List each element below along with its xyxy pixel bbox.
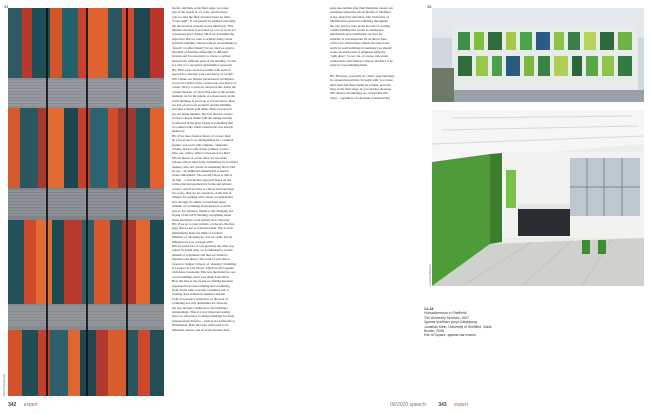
right-footer — [390, 402, 468, 408]
text-line: we do not claim to have created our own theory of — [172, 80, 237, 85]
text-line: all your projects are distinguished by a common — [172, 138, 234, 143]
text-line: industrial centres, and in recent decades have — [172, 327, 230, 332]
caption-line: The University Services, 2007 — [424, 315, 470, 320]
text-line: facades and it is necessary to create a contrast — [172, 54, 231, 59]
right-page-number: 343 — [438, 402, 447, 408]
text-line: we have chosen chime with the setting sun that — [172, 116, 233, 121]
text-line: part of the façade in 1:1 scale. And in every — [172, 10, 228, 15]
text-line: we realised only when construction was already — [172, 124, 234, 129]
text-line: Sheffield has opened its buildings throughout — [330, 19, 388, 24]
text-line: BS: Thus each colour is possible with such an — [172, 67, 231, 72]
left-footer — [8, 402, 38, 408]
text-line: amount of experience and then we turned to — [172, 252, 229, 257]
text-line: Matthew of ‘Sleeping up’. Do we really had an — [172, 235, 233, 240]
text-line: colours. And if we have to choose between these — [172, 186, 235, 191]
text-line: façade of the GSW building, everything round — [172, 213, 232, 218]
text-line: MS: In theory of colour there are two main — [172, 155, 227, 160]
text-line: with Anna Ceaelsenn. This was the model for one — [172, 270, 236, 275]
text-line: students. It was important for us that in spite — [330, 36, 387, 41]
text-line: colours and not with classic primary colours – — [172, 147, 231, 151]
text-line: of our buildings and it was made from fabric. — [172, 274, 230, 279]
left-page-number: 342 — [8, 402, 17, 408]
photo-caption — [424, 307, 534, 338]
text-line: that kind of dilemma differently to different — [172, 50, 228, 55]
text-line: connections with Semper’s theory, but there is no — [330, 58, 393, 63]
text-line: between the different parts of the building. So this — [172, 58, 236, 63]
text-line: model, and then, at the final stage, we create — [172, 6, 229, 10]
text-line: literature and theory. The work of ours that is — [172, 257, 230, 262]
text-line: of the principal geometrical forms and primary — [172, 182, 232, 187]
caption-line: Hörsaalzentrum in Sheffield/ — [424, 311, 467, 316]
text-line: objectives that we want to achieve using colour — [172, 36, 233, 41]
text-line: Oberhausen. Both the latter cities used to be — [172, 323, 229, 328]
text-line: point in overestimating them. — [330, 63, 368, 68]
text-line: page that we see is coloured bands. This is even — [172, 226, 234, 231]
right-section-label: expert — [454, 402, 469, 408]
left-text-column — [172, 6, 322, 332]
text-line: the city, and we were given the task of creating — [330, 23, 390, 28]
text-line: influence on you, to begin with? — [172, 239, 214, 244]
text-line: MS: Unlike our famous predecessors in Holland, — [172, 76, 235, 81]
caption-line: Kite of Square, здание как платье — [424, 333, 477, 338]
left-photo-credit: Kevin Mcinerney — [2, 373, 6, 396]
text-line: evening dress influences manners and the — [172, 292, 226, 297]
text-line: create an urban point of emphasis using the — [330, 50, 386, 55]
text-line: underway. — [172, 129, 186, 134]
text-line: surroundings. That is a very important quality — [172, 310, 231, 315]
text-line: ‘absorb’ or reflect them?) So we tried we resolve — [172, 45, 235, 50]
text-line: two poles, then we are ourselves on the side of — [172, 191, 232, 196]
text-line: since we often have to design buildings for fairly — [172, 314, 235, 319]
text-line: moment. As for the palette of colours used on the — [172, 94, 235, 99]
text-line: on top – an additional element that is used to — [172, 169, 230, 174]
text-line: schools. One is most fully exemplified by Gottfried — [172, 160, 238, 165]
right-text-column — [330, 6, 425, 100]
text-line: various theories of colour that exist at the present — [172, 89, 235, 94]
text-line: extremely important role in the life of Sheffield — [330, 10, 391, 15]
text-line: approach to develop your own theory of colour? — [172, 72, 234, 77]
text-line: a building not only determines its character, — [172, 301, 228, 306]
caption-line: Bowen, 2008 — [424, 329, 444, 334]
text-line: create atmosphere. The second school is that of — [172, 173, 233, 178]
left-corner-number: 44 — [4, 4, 9, 9]
left-section-label: expert — [23, 402, 38, 408]
text-line: form of a person’s behaviour, so the look of — [172, 296, 228, 301]
text-line: form. In the same way that a business suit or — [172, 288, 229, 292]
text-line: colour. We try to look for ourselves into forms the — [172, 85, 236, 90]
text-line: is a project at City Drops, which we did together — [172, 265, 234, 270]
text-line: case we take the final decision based on what — [172, 14, 230, 19]
text-line: a multi-building that would accommodate — [330, 28, 384, 33]
text-line: is a mix of a conceptual and intuitive approach. — [172, 63, 233, 68]
text-line: of the very small budget (much less than is the — [330, 41, 390, 46]
text-line: blue, red, yellow. What is the reason for that? — [172, 151, 230, 156]
text-line: closest to Semper’s theory of ‘dressing’ a building — [172, 261, 237, 266]
text-line: norm for such buildings in Germany) we should — [330, 45, 392, 50]
text-line: BS: If we take classical theory of colour, then — [172, 133, 231, 138]
text-line: is also played by education. The University of — [330, 14, 389, 19]
text-line: BS: However, you really do ‘dress’ your buildings — [330, 73, 395, 78]
text-line: ‘right dress’. So we can, of course, talk about — [330, 54, 388, 59]
text-line: Semper, who saw colour as something that is laid — [172, 164, 235, 169]
exterior-photo — [432, 8, 644, 102]
text-line: whether we’re talking about interiors or urban — [172, 204, 231, 209]
interior-photo — [432, 110, 644, 286]
facade-photo — [8, 8, 164, 396]
text-line: in coloured mosaicism. To begin with, you create — [330, 78, 393, 83]
right-corner-number: 45 — [427, 4, 432, 9]
caption-line: Jonathan Klein, University of Sheffield, Glass — [424, 324, 492, 329]
text-line: GSW building, if you look at it from above, there — [172, 98, 236, 103]
text-line: provides a match with them. These red-several — [172, 107, 232, 112]
magazine-issue: 06/2010 speech: — [390, 402, 427, 408]
text-line: information and consultation services for — [330, 32, 383, 37]
text-line: gone into decline after their industries closed. An — [330, 6, 393, 10]
text-line: jadeous urban districts – such as in Greifswald or — [172, 318, 235, 323]
text-line: how strongly its ability to transform space, — [172, 199, 227, 204]
text-line: (with the building contrast with its surroundings or — [172, 41, 237, 46]
caption-line: Здание учебных услуг, Шеффилд — [424, 320, 477, 325]
text-line: intuitive decision is preceded by a lot of work at a — [172, 28, 236, 33]
text-line: conceptual level, during which we determine the — [172, 32, 235, 37]
text-line: BS: If we go to your website, on the tex, the first — [172, 221, 235, 226]
text-line: is reflected in the glass façade is something that — [172, 120, 233, 125]
text-line: are lots of red roofs around it and the building — [172, 102, 231, 107]
right-photo-credit: Lorenzo Bianchi — [428, 264, 432, 286]
text-line: feature: you work with complex, composite — [172, 142, 228, 147]
text-line: spaces. For instance, thanks to the changing red — [172, 208, 233, 213]
text-line: but also dictates conditions to the building’s — [172, 305, 229, 310]
text-line: MS: In actual fact, it was probably the other way — [172, 243, 235, 248]
text-line: round. To begin with, we accumulated a certain — [172, 248, 233, 253]
text-line: immediately made me think of Gerhard — [172, 230, 223, 235]
text-line: are our initial impulse. The fact that the colours — [172, 111, 233, 116]
text-line: later, at the final stage, do you add the envelope. — [330, 86, 392, 91]
text-line: MS: Almost all buildings are created like this — [330, 91, 388, 96]
text-line: expressed in its most striking and convincing — [172, 283, 230, 288]
text-line: de Stijl – a structuralist approach based on use — [172, 177, 232, 182]
text-line: Semper. In working with colour, we understand — [172, 195, 233, 200]
text-line: about fascinates on an entirely new character. — [172, 217, 230, 222]
text-line: but the decision actually occurs intuitively. This — [172, 23, 234, 28]
text-line: Here the idea of the façade as clothing has been — [172, 279, 233, 284]
text-line: “looks right”. It can usually be justified rationally, — [172, 19, 236, 24]
caption-number: 14–16 — [424, 307, 434, 311]
text-line: their form and mass taking its volume, and only — [330, 82, 391, 87]
text-line: today – regardless of what kind of material has — [330, 95, 390, 100]
